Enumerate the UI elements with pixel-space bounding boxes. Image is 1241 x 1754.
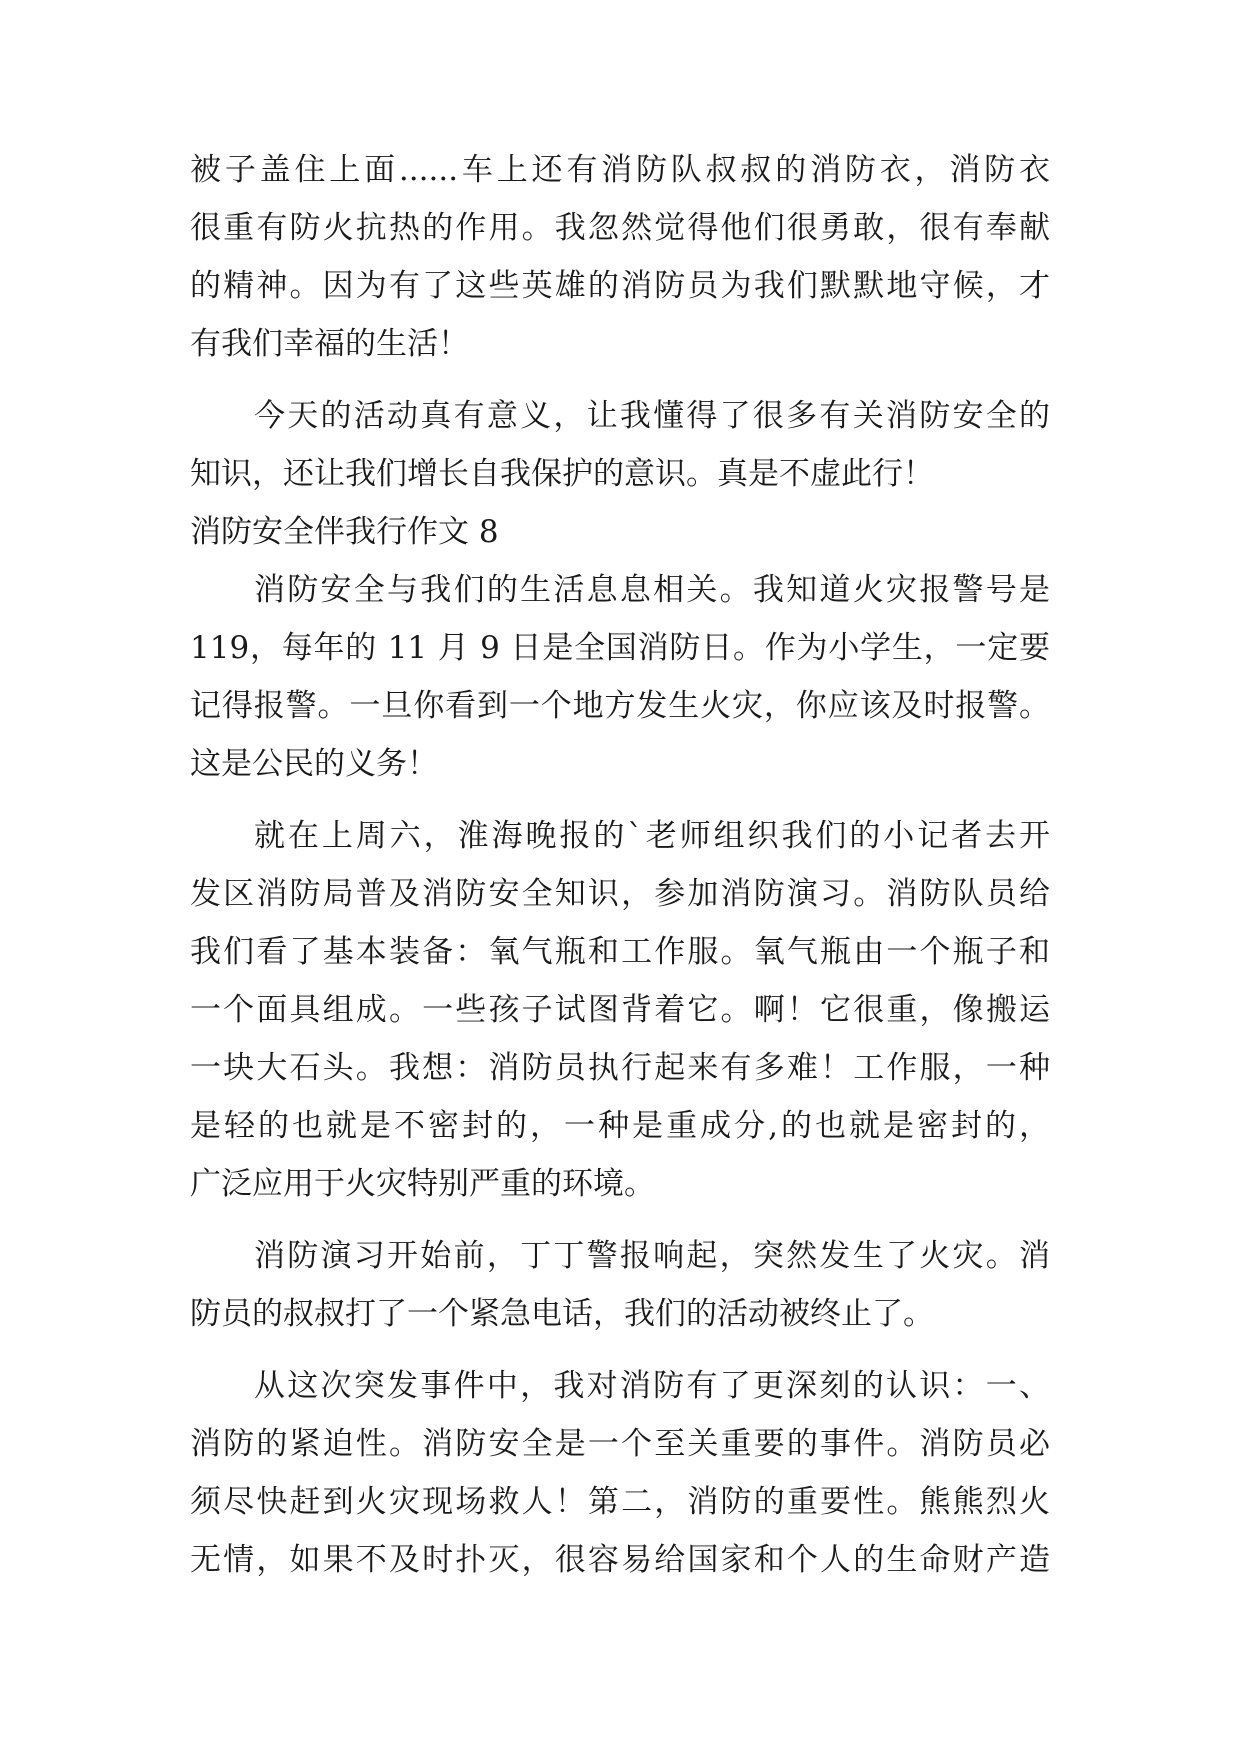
text-line: 消防安全与我们的生活息息相关。我知道火灾报警号是 xyxy=(254,572,1050,608)
text-line: 消防演习开始前，丁丁警报响起，突然发生了火灾。消 xyxy=(254,1238,1050,1274)
text-line: 一个面具组成。一些孩子试图背着它。啊！它很重，像搬运 xyxy=(190,992,1050,1028)
text-line: 知识，还让我们增长自我保护的意识。真是不虚此行！ xyxy=(190,456,934,492)
text-line: 很重有防火抗热的作用。我忽然觉得他们很勇敢，很有奉献 xyxy=(190,210,1050,246)
text-line: 是轻的也就是不密封的，一种是重成分,的也就是密封的， xyxy=(190,1108,1050,1144)
text-line: 就在上周六，淮海晚报的`老师组织我们的小记者去开 xyxy=(254,818,1050,854)
text-line: 今天的活动真有意义，让我懂得了很多有关消防安全的 xyxy=(254,398,1050,434)
text-line: 一块大石头。我想：消防员执行起来有多难！工作服，一种 xyxy=(190,1050,1050,1086)
text-line: 的精神。因为有了这些英雄的消防员为我们默默地守候，才 xyxy=(190,268,1050,304)
text-line: 这是公民的义务！ xyxy=(190,746,438,782)
text-line: 有我们幸福的生活！ xyxy=(190,326,469,362)
text-line: 无情，如果不及时扑灭，很容易给国家和个人的生命财产造 xyxy=(190,1542,1050,1578)
text-line: 须尽快赶到火灾现场救人！第二，消防的重要性。熊熊烈火 xyxy=(190,1484,1050,1520)
text-line: 防员的叔叔打了一个紧急电话，我们的活动被终止了。 xyxy=(190,1296,934,1332)
text-line: 我们看了基本装备：氧气瓶和工作服。氧气瓶由一个瓶子和 xyxy=(190,934,1050,970)
text-line: 消防的紧迫性。消防安全是一个至关重要的事件。消防员必 xyxy=(190,1426,1050,1462)
text-line: 广泛应用于火灾特别严重的环境。 xyxy=(190,1166,655,1202)
text-line: 发区消防局普及消防安全知识，参加消防演习。消防队员给 xyxy=(190,876,1050,912)
section-heading: 消防安全伴我行作文 8 xyxy=(190,514,499,550)
text-line: 被子盖住上面......车上还有消防队叔叔的消防衣，消防衣 xyxy=(190,152,1050,188)
text-line: 119，每年的 11 月 9 日是全国消防日。作为小学生，一定要 xyxy=(190,630,1050,666)
text-line: 记得报警。一旦你看到一个地方发生火灾，你应该及时报警。 xyxy=(190,688,1050,724)
text-line: 从这次突发事件中，我对消防有了更深刻的认识：一、 xyxy=(254,1368,1050,1404)
